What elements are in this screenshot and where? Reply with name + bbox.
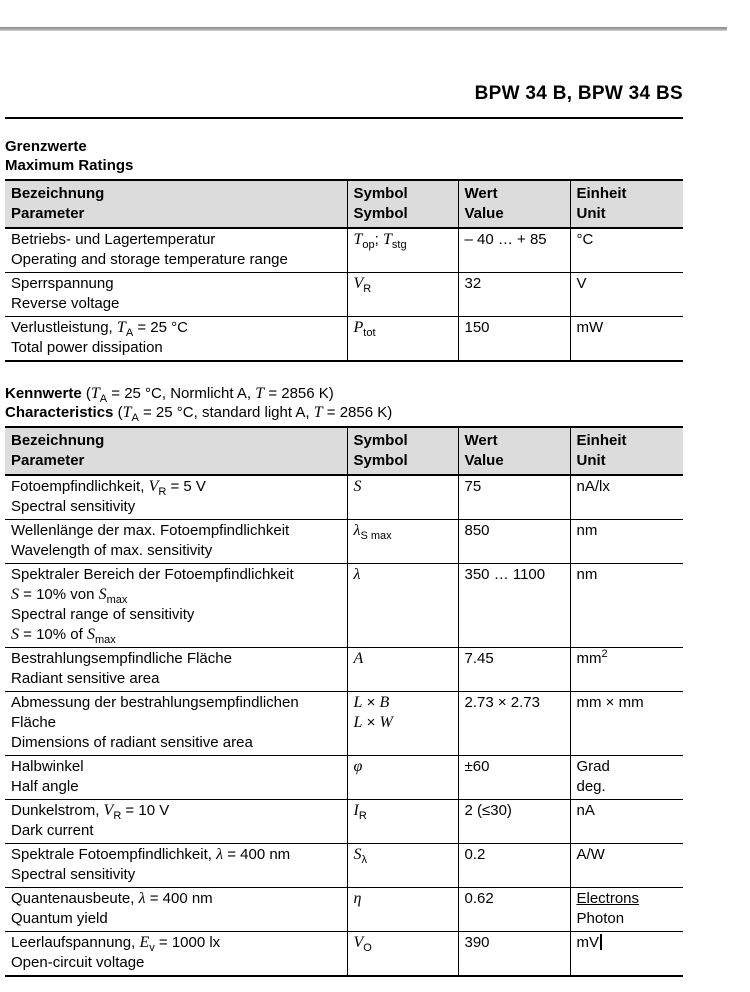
parameter-cell: [5, 692, 347, 756]
section-maximum-ratings: [5, 137, 683, 362]
parameter-cell: [5, 932, 347, 977]
parameter-cell: [5, 228, 347, 273]
cell-line: 0.2: [464, 846, 486, 863]
cell-line: Leerlaufspannung, $E_v = 1000$ lx: [11, 934, 221, 954]
column-header: [347, 427, 458, 475]
section-heading: [5, 384, 683, 422]
cell-line: L × W: [353, 714, 393, 731]
value-cell: [458, 648, 570, 692]
cell-line: Dimensions of radiant sensitive area: [11, 734, 253, 751]
cell-line: Betriebs- und Lagertemperatur: [11, 231, 216, 248]
parameter-cell: [5, 564, 347, 648]
table-row: [5, 475, 683, 520]
value-cell: [458, 317, 570, 362]
section-heading: [5, 137, 683, 175]
parameter-cell: [5, 273, 347, 317]
symbol-cell: [347, 844, 458, 888]
table-row: [5, 844, 683, 888]
table-row: [5, 800, 683, 844]
cell-line: 390: [464, 934, 490, 951]
cell-line: Radiant sensitive area: [11, 670, 160, 687]
parameter-cell: [5, 648, 347, 692]
symbol-cell: [347, 888, 458, 932]
cell-line: 350 … 1100: [464, 566, 546, 583]
cell-line: nA/lx: [576, 478, 610, 495]
symbol-cell: [347, 756, 458, 800]
symbol-cell: [347, 273, 458, 317]
cell-line: nm: [576, 566, 598, 583]
cell-line: 32: [464, 275, 482, 292]
cell-line: $V_O$: [353, 934, 372, 954]
title-rule: [5, 117, 683, 119]
unit-cell: [570, 800, 683, 844]
cell-line: Quantum yield: [11, 910, 108, 927]
window-top-separator: [0, 27, 727, 31]
cell-line: 850: [464, 522, 490, 539]
column-header: [458, 427, 570, 475]
header-row: [5, 180, 683, 228]
unit-cell: [570, 520, 683, 564]
parameter-cell: [5, 844, 347, 888]
cell-line: L × B: [353, 694, 390, 711]
value-cell: [458, 692, 570, 756]
cell-line: φ: [353, 758, 363, 775]
cell-line: 150: [464, 319, 490, 336]
parameter-cell: [5, 800, 347, 844]
parameter-cell: [5, 520, 347, 564]
value-cell: [458, 564, 570, 648]
cell-line: nA: [576, 802, 595, 819]
cell-line: mV: [577, 933, 680, 953]
cell-line: $P_{tot}$: [353, 319, 376, 339]
table-row: [5, 756, 683, 800]
value-cell: [458, 273, 570, 317]
symbol-cell: [347, 228, 458, 273]
cell-line: S = 10% of $S_{max}$: [11, 626, 116, 646]
unit-cell: [570, 475, 683, 520]
cell-line: λ: [353, 566, 361, 583]
header-line: Value: [464, 205, 504, 222]
column-header: [5, 180, 347, 228]
cell-line: deg.: [576, 778, 606, 795]
unit-cell: [570, 692, 683, 756]
header-line: Symbol: [353, 432, 408, 449]
cell-line: A: [353, 650, 364, 667]
cell-line: Halbwinkel: [11, 758, 84, 775]
header-line: Einheit: [576, 185, 627, 202]
cell-line: $S_\lambda$: [353, 846, 367, 866]
table-row: [5, 888, 683, 932]
value-cell: [458, 800, 570, 844]
document-title: BPW 34 B, BPW 34 BS: [474, 83, 683, 104]
cell-line: 0.62: [464, 890, 494, 907]
symbol-cell: [347, 648, 458, 692]
cell-line: Abmessung der bestrahlungsempfindlichen Fläche: [11, 694, 299, 731]
symbol-cell: [347, 317, 458, 362]
cell-line: 2.73 × 2.73: [464, 694, 540, 711]
parameter-cell: [5, 475, 347, 520]
value-cell: [458, 228, 570, 273]
cell-line: Dunkelstrom, $V_R = 10$ V: [11, 802, 170, 822]
table-row: [5, 564, 683, 648]
cell-line: Quantenausbeute, λ = 400 nm: [11, 890, 213, 907]
cell-line: Grad: [576, 758, 610, 775]
value-cell: [458, 756, 570, 800]
header-line: Unit: [576, 452, 606, 469]
cell-line: Open-circuit voltage: [11, 954, 145, 971]
header-line: Parameter: [11, 205, 85, 222]
cell-line: $T_{op}$; $T_{stg}$: [353, 231, 407, 251]
cell-line: 2 (≤30): [464, 802, 512, 819]
cell-line: ±60: [464, 758, 490, 775]
cell-line: mm × mm: [576, 694, 644, 711]
value-cell: [458, 844, 570, 888]
column-header: [570, 180, 683, 228]
unit-cell: [570, 317, 683, 362]
column-header: [347, 180, 458, 228]
symbol-cell: [347, 800, 458, 844]
symbol-cell: [347, 475, 458, 520]
cell-line: Verlustleistung, $T_A = 25$ °C: [11, 319, 188, 339]
cell-line: $I_R$: [353, 802, 367, 822]
cell-line: Spectral range of sensitivity: [11, 606, 195, 623]
cell-line: Electrons: [576, 890, 640, 907]
header-line: Symbol: [353, 452, 408, 469]
parameter-cell: [5, 888, 347, 932]
cell-line: Dark current: [11, 822, 94, 839]
cell-line: 7.45: [464, 650, 494, 667]
symbol-cell: [347, 932, 458, 977]
header-line: Symbol: [353, 205, 408, 222]
cell-line: Wavelength of max. sensitivity: [11, 542, 213, 559]
header-line: Einheit: [576, 432, 627, 449]
table-row: [5, 692, 683, 756]
table-row: [5, 520, 683, 564]
heading-line: Grenzwerte: [5, 138, 87, 155]
cell-line: Photon: [576, 910, 625, 927]
cell-line: Spektrale Fotoempfindlichkeit, λ = 400 nm: [11, 846, 291, 863]
cell-line: S: [353, 478, 362, 495]
column-header: [5, 427, 347, 475]
header-line: Unit: [576, 205, 606, 222]
symbol-cell: [347, 692, 458, 756]
unit-cell: [570, 932, 683, 977]
value-cell: [458, 475, 570, 520]
header-line: Bezeichnung: [11, 432, 105, 449]
unit-cell: [570, 756, 683, 800]
cell-line: Operating and storage temperature range: [11, 251, 288, 268]
sections-container: [5, 137, 683, 977]
column-header: [570, 427, 683, 475]
header-line: Parameter: [11, 452, 85, 469]
heading-line: Maximum Ratings: [5, 157, 134, 174]
cell-line: Sperrspannung: [11, 275, 114, 292]
unit-cell: [570, 844, 683, 888]
table-row: [5, 317, 683, 362]
header-line: Bezeichnung: [11, 185, 105, 202]
parameter-cell: [5, 317, 347, 362]
cell-line: Spectral sensitivity: [11, 866, 136, 883]
table-row: [5, 228, 683, 273]
cell-line: V: [576, 275, 587, 292]
unit-cell: [570, 564, 683, 648]
unit-cell: [570, 228, 683, 273]
cell-line: S = 10% von $S_{max}$: [11, 586, 128, 606]
cell-line: – 40 … + 85: [464, 231, 547, 248]
unit-cell: [570, 273, 683, 317]
cell-line: Spektraler Bereich der Fotoempfindlichkeit: [11, 566, 294, 583]
section-characteristics: [5, 384, 683, 977]
header-line: Symbol: [353, 185, 408, 202]
cell-line: Total power dissipation: [11, 339, 163, 356]
parameter-cell: [5, 756, 347, 800]
heading-line: Characteristics ($T_A = 25$ °C, standard light A, T = 2856 K): [5, 404, 393, 424]
cell-line: $mm^2$: [576, 648, 608, 667]
cell-line: nm: [576, 522, 598, 539]
table-row: [5, 932, 683, 977]
header-row: [5, 427, 683, 475]
symbol-cell: [347, 564, 458, 648]
cell-line: 75: [464, 478, 482, 495]
cell-line: Half angle: [11, 778, 79, 795]
cell-line: Reverse voltage: [11, 295, 120, 312]
cell-line: Wellenlänge der max. Fotoempfindlichkeit: [11, 522, 290, 539]
table-row: [5, 648, 683, 692]
value-cell: [458, 888, 570, 932]
cell-line: Spectral sensitivity: [11, 498, 136, 515]
table-row: [5, 273, 683, 317]
cell-line: A/W: [576, 846, 605, 863]
header-line: Wert: [464, 432, 498, 449]
header-line: Wert: [464, 185, 498, 202]
unit-cell: [570, 888, 683, 932]
header-line: Value: [464, 452, 504, 469]
text-cursor: [600, 934, 602, 950]
cell-line: η: [353, 890, 362, 907]
cell-line: $V_R$: [353, 275, 372, 295]
symbol-cell: [347, 520, 458, 564]
cell-line: Bestrahlungsempfindliche Fläche: [11, 650, 232, 667]
characteristics-table: [5, 426, 683, 977]
cell-line: °C: [576, 231, 594, 248]
cell-line: Fotoempfindlichkeit, $V_R = 5$ V: [11, 478, 206, 498]
cell-line: mW: [576, 319, 604, 336]
value-cell: [458, 932, 570, 977]
column-header: [458, 180, 570, 228]
heading-line: Kennwerte ($T_A = 25$ °C, Normlicht A, T = 2856 K): [5, 385, 334, 405]
unit-cell: [570, 648, 683, 692]
maximum-ratings-table: [5, 179, 683, 362]
cell-line: $\lambda_{S max}$: [353, 522, 392, 542]
value-cell: [458, 520, 570, 564]
